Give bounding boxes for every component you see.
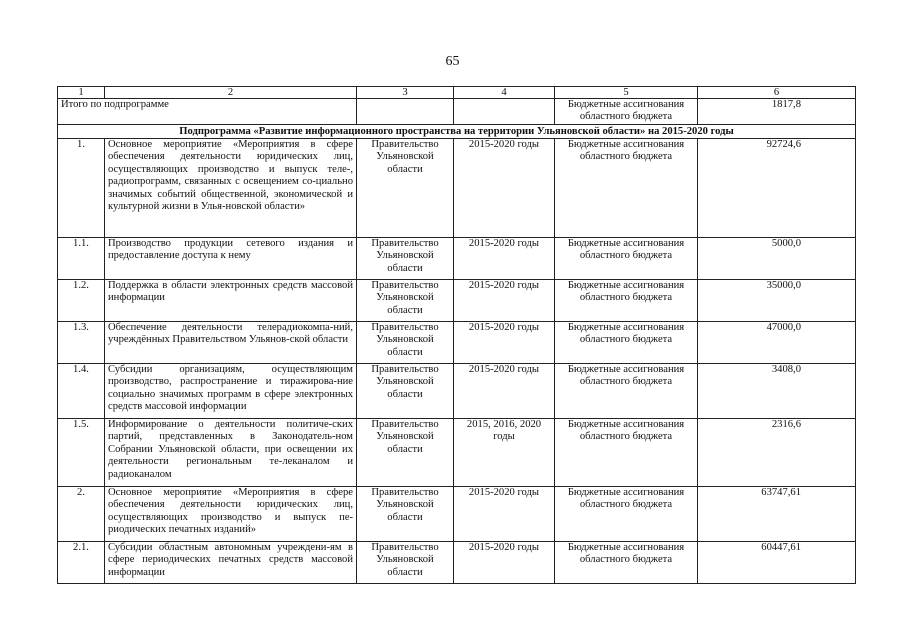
row-number: 1.2. xyxy=(58,280,105,322)
implementation-period: 2015-2020 годы xyxy=(454,139,555,238)
column-number: 1 xyxy=(58,87,105,99)
row-number: 1.1. xyxy=(58,238,105,280)
page-number: 65 xyxy=(445,54,460,69)
implementation-period: 2015-2020 годы xyxy=(454,487,555,542)
column-number: 5 xyxy=(555,87,698,99)
subprogram-heading-row xyxy=(58,125,856,139)
subprogram-title: Подпрограмма «Развитие информационного пространства на территории Ульяновской области» на 2015-2020 годы xyxy=(58,125,856,139)
table-row xyxy=(58,542,856,584)
measure-name: Основное мероприятие «Мероприятия в сфере обеспечения деятельности юридических лиц, осуществляющих производство и выпуск пе-риодических печатных изданий» xyxy=(105,487,357,542)
implementation-period: 2015-2020 годы xyxy=(454,364,555,419)
measure-name: Поддержка в области электронных средств массовой информации xyxy=(105,280,357,322)
row-number: 1.4. xyxy=(58,364,105,419)
implementation-period: 2015, 2016, 2020 годы xyxy=(454,419,555,487)
row-number: 2.1. xyxy=(58,542,105,584)
funding-amount: 5000,0 xyxy=(698,238,856,280)
table-row xyxy=(58,364,856,419)
funding-amount: 3408,0 xyxy=(698,364,856,419)
funding-source: Бюджетные ассигнования областного бюджета xyxy=(555,139,698,238)
table-row xyxy=(58,419,856,487)
funding-amount: 60447,61 xyxy=(698,542,856,584)
total-label: Итого по подпрограмме xyxy=(58,99,357,125)
measure-name: Основное мероприятие «Мероприятия в сфере обеспечения деятельности юридических лиц, осуществляющих производство и выпуск теле-, радиопрограмм, связанных с освещением со-циально значимых событий общественной, экономической и культурной жизни в Улья-новской области» xyxy=(105,139,357,238)
implementation-period: 2015-2020 годы xyxy=(454,322,555,364)
row-number: 2. xyxy=(58,487,105,542)
executor: Правительство Ульяновской области xyxy=(357,542,454,584)
table-row xyxy=(58,139,856,238)
column-number: 3 xyxy=(357,87,454,99)
row-number: 1.3. xyxy=(58,322,105,364)
funding-amount: 63747,61 xyxy=(698,487,856,542)
measure-name: Субсидии областным автономным учреждени-ям в сфере периодических печатных средств массовой информации xyxy=(105,542,357,584)
funding-amount: 92724,6 xyxy=(698,139,856,238)
executor: Правительство Ульяновской области xyxy=(357,364,454,419)
executor: Правительство Ульяновской области xyxy=(357,419,454,487)
executor: Правительство Ульяновской области xyxy=(357,238,454,280)
funding-source: Бюджетные ассигнования областного бюджета xyxy=(555,280,698,322)
implementation-period: 2015-2020 годы xyxy=(454,280,555,322)
measure-name: Производство продукции сетевого издания и предоставление доступа к нему xyxy=(105,238,357,280)
executor: Правительство Ульяновской области xyxy=(357,139,454,238)
measure-name: Обеспечение деятельности телерадиокомпа-ний, учреждённых Правительством Ульянов-ской области xyxy=(105,322,357,364)
row-number: 1.5. xyxy=(58,419,105,487)
funding-source: Бюджетные ассигнования областного бюджета xyxy=(555,542,698,584)
implementation-period: 2015-2020 годы xyxy=(454,238,555,280)
budget-table xyxy=(57,86,856,584)
funding-source: Бюджетные ассигнования областного бюджета xyxy=(555,419,698,487)
table-row xyxy=(58,487,856,542)
funding-source: Бюджетные ассигнования областного бюджета xyxy=(555,364,698,419)
total-executor-cell xyxy=(357,99,454,125)
funding-amount: 35000,0 xyxy=(698,280,856,322)
funding-amount: 2316,6 xyxy=(698,419,856,487)
column-number: 4 xyxy=(454,87,555,99)
column-number: 2 xyxy=(105,87,357,99)
column-number-row xyxy=(58,87,856,99)
total-period-cell xyxy=(454,99,555,125)
measure-name: Субсидии организациям, осуществляющим производство, распространение и тиражирова-ние социально значимых программ в сфере электронных средств массовой информации xyxy=(105,364,357,419)
executor: Правительство Ульяновской области xyxy=(357,487,454,542)
executor: Правительство Ульяновской области xyxy=(357,280,454,322)
table-row xyxy=(58,280,856,322)
total-funding-source: Бюджетные ассигнования областного бюджета xyxy=(555,99,698,125)
total-amount: 1817,8 xyxy=(698,99,856,125)
implementation-period: 2015-2020 годы xyxy=(454,542,555,584)
measure-name: Информирование о деятельности политиче-ских партий, представленных в Законодатель-ном Собрании Ульяновской области, при освещении их деятельности региональным те-леканалом и радиоканалом xyxy=(105,419,357,487)
funding-amount: 47000,0 xyxy=(698,322,856,364)
column-number: 6 xyxy=(698,87,856,99)
table-row xyxy=(58,238,856,280)
table-row xyxy=(58,322,856,364)
subprogram-total-row xyxy=(58,99,856,125)
funding-source: Бюджетные ассигнования областного бюджета xyxy=(555,487,698,542)
funding-source: Бюджетные ассигнования областного бюджета xyxy=(555,322,698,364)
executor: Правительство Ульяновской области xyxy=(357,322,454,364)
funding-source: Бюджетные ассигнования областного бюджета xyxy=(555,238,698,280)
row-number: 1. xyxy=(58,139,105,238)
